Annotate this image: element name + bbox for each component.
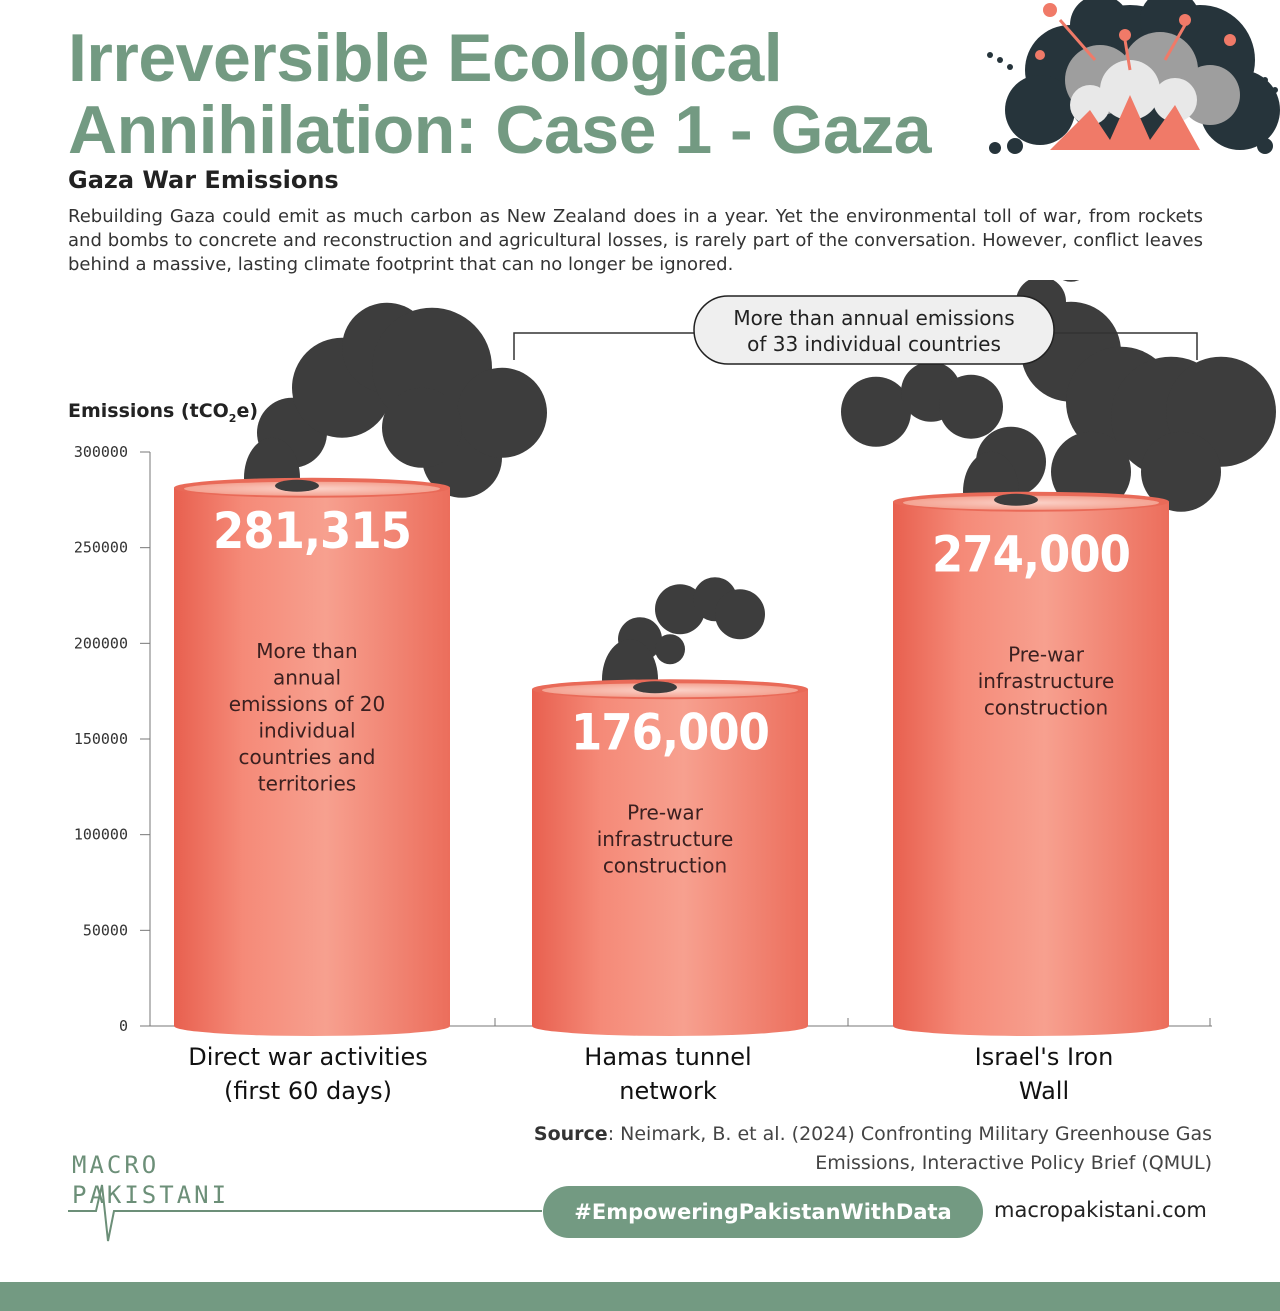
smoke-puff [1051,280,1091,282]
website-link[interactable]: macropakistani.com [994,1198,1207,1222]
description-text: Rebuilding Gaza could emit as much carbon as New Zealand does in a year. Yet the environmental toll of war, from rockets and bombs to concrete and reconstruction and agricultural losses, is rarely part of the conversation. However, conflict leaves behind a massive, lasting climate footprint that can no longer be ignored. [68,206,1203,275]
source-label: Source [533,1123,608,1145]
bar-note: territories [257,771,357,796]
source-citation [512,1120,1212,1178]
smoke-puff [715,589,765,639]
data-label: 176,000 [571,703,769,762]
y-tick-label: 50000 [82,921,128,940]
smoke-puff [382,388,462,468]
bar-note: individual [258,718,356,743]
bar-note: annual [272,665,342,690]
x-tick-label-line: Israel's Iron [974,1043,1114,1071]
bar-note: Pre-war [627,800,703,825]
bar-note: infrastructure [977,669,1115,694]
bar-note: Pre-war [1008,642,1084,667]
y-tick-label: 0 [118,1017,128,1035]
title-line-1: Irreversible Ecological [68,20,783,96]
y-tick-label: 250000 [73,538,128,557]
y-axis-label-main: Emissions (tCO [68,400,229,422]
bar-note: infrastructure [596,826,734,851]
x-tick-label-line: Hamas tunnel [584,1043,752,1071]
logo-line-1: MACRO [72,1151,160,1179]
annotation-text: More than annual emissions [733,306,1015,330]
x-tick-label-line: Direct war activities [188,1043,428,1071]
smoke-puff [633,681,677,693]
hashtag-badge: #EmpoweringPakistanWithData [543,1186,983,1238]
x-tick-label-line: network [619,1077,717,1105]
x-tick-label-line: Wall [1018,1077,1070,1105]
smoke-puff [939,375,1003,439]
bar-note: construction [602,853,728,878]
smoke-puff [457,368,547,458]
x-tick-label-line: (first 60 days) [223,1077,393,1105]
chart-subtitle: Gaza War Emissions [68,166,339,194]
bar-note: More than [256,638,358,663]
smoke-puff [841,377,911,447]
logo-line-2: PAKISTANI [72,1181,230,1209]
x-tick-label [508,1040,828,1108]
pulse-line-icon [62,1175,552,1245]
y-tick-label: 300000 [73,443,128,461]
bar-chart [0,280,1280,1120]
bar-note: emissions of 20 [228,691,386,716]
smoke-puff [275,480,319,492]
y-tick-label: 200000 [73,634,128,653]
x-tick-label [884,1040,1204,1108]
y-axis-label-end: e) [236,400,259,422]
smoke-puff [994,494,1038,506]
x-tick-label [148,1040,468,1108]
title-line-2: Annihilation: Case 1 - Gaza [68,92,932,168]
data-label: 281,315 [213,501,411,560]
bar-note: countries and [238,744,376,769]
page-title [68,22,931,166]
smoke-puff [655,634,685,664]
footer-band [0,1282,1280,1311]
y-tick-label: 100000 [73,825,128,844]
explosion-icon [980,0,1280,155]
annotation-text: of 33 individual countries [747,332,1001,356]
bar-note: construction [983,695,1109,720]
data-label: 274,000 [932,525,1130,584]
y-axis-label-sub: 2 [228,411,237,425]
source-text: : Neimark, B. et al. (2024) Confronting Military Greenhouse Gas Emissions, Interactive Policy Brief (QMUL) [607,1123,1212,1174]
y-tick-label: 150000 [73,730,128,748]
